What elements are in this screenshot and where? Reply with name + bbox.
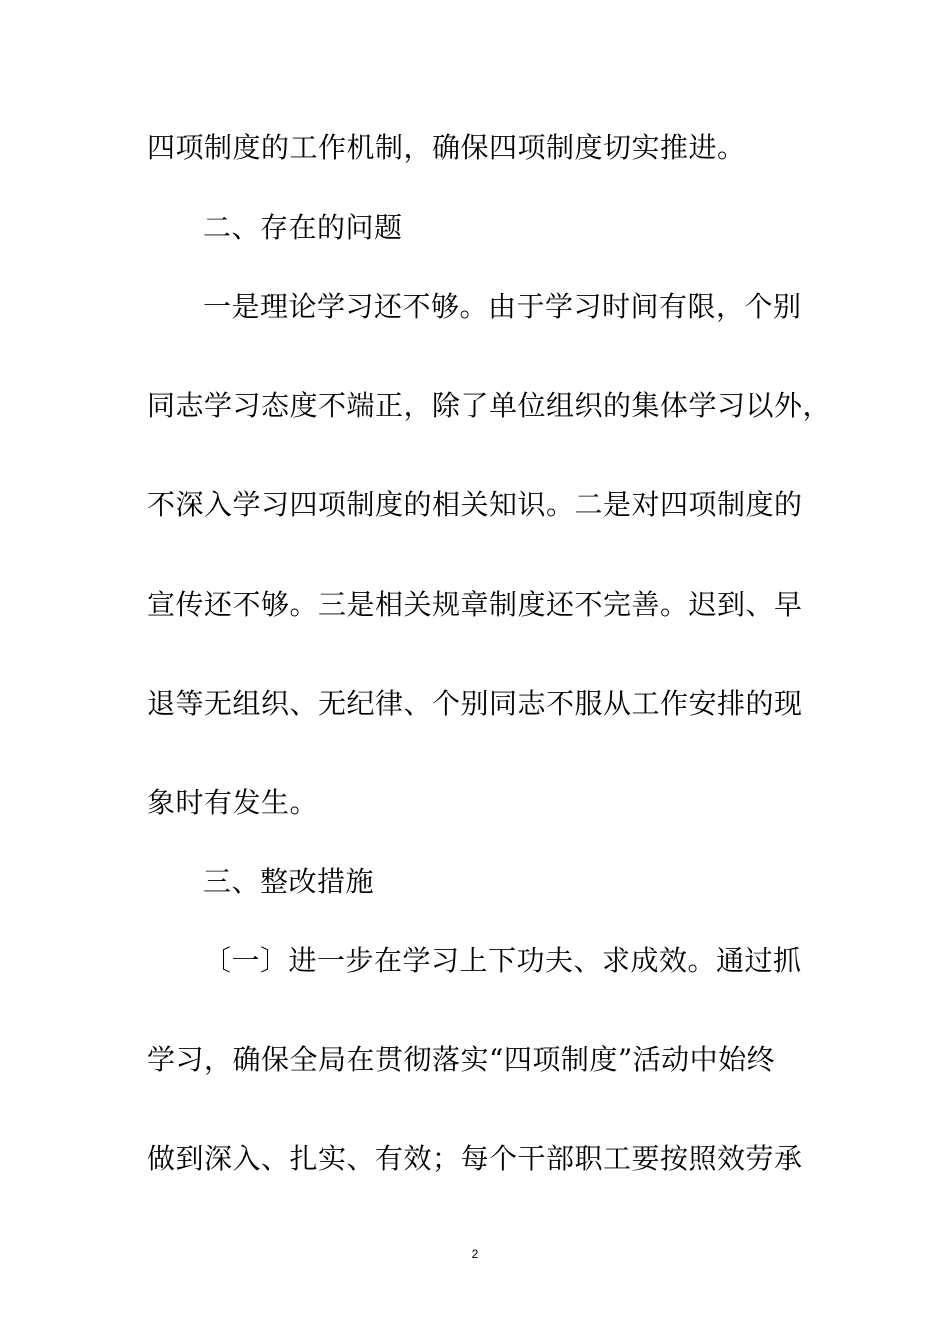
paragraph-line-11: 学习，确保全局在贯彻落实“四项制度”活动中始终	[147, 1043, 776, 1076]
section-heading-measures: 三、整改措施	[203, 865, 375, 898]
paragraph-line-10: 〔一〕进一步在学习上下功夫、求成效。通过抓	[203, 944, 802, 977]
page-number: 2	[471, 1247, 479, 1261]
paragraph-line-7: 退等无组织、无纪律、个别同志不服从工作安排的现	[147, 687, 803, 720]
paragraph-line-8: 象时有发生。	[147, 786, 319, 819]
paragraph-line-3: 一是理论学习还不够。由于学习时间有限，个别	[203, 290, 802, 323]
paragraph-line-1: 四项制度的工作机制，确保四项制度切实推进。	[147, 131, 746, 164]
paragraph-line-6: 宣传还不够。三是相关规章制度还不完善。迟到、早	[147, 588, 803, 621]
paragraph-line-5: 不深入学习四项制度的相关知识。二是对四项制度的	[147, 488, 803, 521]
paragraph-line-4: 同志学习态度不端正，除了单位组织的集体学习以外，	[147, 389, 832, 422]
section-heading-problems: 二、存在的问题	[203, 211, 403, 244]
paragraph-line-12: 做到深入、扎实、有效；每个干部职工要按照效劳承	[147, 1142, 803, 1175]
